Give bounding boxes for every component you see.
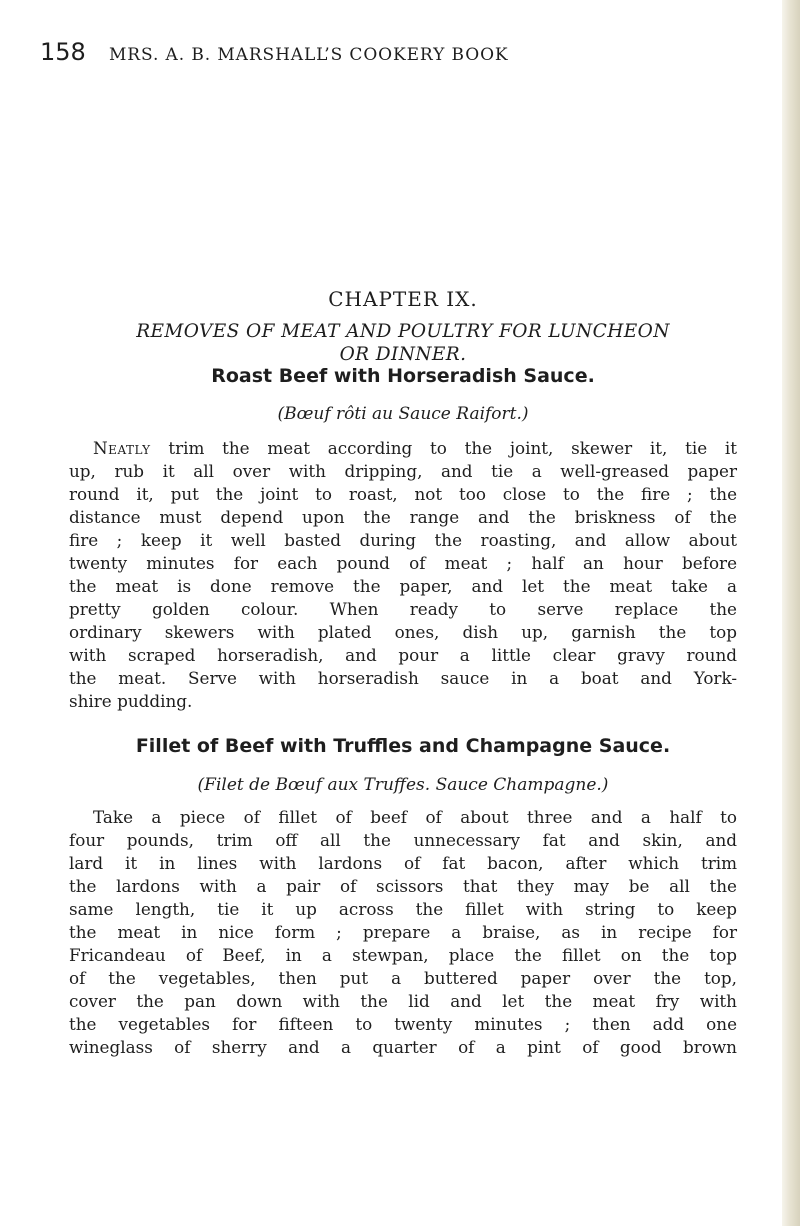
body-line: four pounds, trim off all the unnecessary fat and skin, and bbox=[69, 830, 737, 850]
body-line: of the vegetables, then put a buttered paper over the top, bbox=[69, 968, 737, 988]
chapter-subtitle-line-1: REMOVES OF MEAT AND POULTRY FOR LUNCHEON bbox=[136, 321, 670, 342]
recipe-title-fillet-of-beef: Fillet of Beef with Truffles and Champagne Sauce. bbox=[135, 735, 671, 757]
body-line: distance must depend upon the range and the briskness of the bbox=[69, 507, 737, 527]
chapter-title: CHAPTER IX. bbox=[328, 287, 478, 311]
recipe-body-fillet-of-beef bbox=[69, 806, 737, 1059]
body-line: round it, put the joint to roast, not too close to the fire ; the bbox=[69, 484, 737, 504]
recipe-title-roast-beef: Roast Beef with Horseradish Sauce. bbox=[211, 365, 595, 387]
body-line: Fricandeau of Beef, in a stewpan, place the fillet on the top bbox=[69, 945, 737, 965]
body-line: twenty minutes for each pound of meat ; half an hour before bbox=[69, 553, 737, 573]
body-line: with scraped horseradish, and pour a little clear gravy round bbox=[69, 645, 737, 665]
body-line: same length, tie it up across the fillet with string to keep bbox=[69, 899, 737, 919]
body-line: the lardons with a pair of scissors that they may be all the bbox=[69, 876, 737, 896]
body-line: cover the pan down with the lid and let the meat fry with bbox=[69, 991, 737, 1011]
lead-word: Neatly bbox=[93, 438, 151, 458]
body-line: pretty golden colour. When ready to serve replace the bbox=[69, 599, 737, 619]
page-header bbox=[40, 38, 730, 68]
chapter-subtitle-line-2: OR DINNER. bbox=[339, 344, 467, 365]
body-line: lard it in lines with lardons of fat bacon, after which trim bbox=[69, 853, 737, 873]
body-line: shire pudding. bbox=[69, 691, 193, 711]
recipe-body-roast-beef bbox=[69, 437, 737, 713]
running-head: MRS. A. B. MARSHALL’S COOKERY BOOK bbox=[109, 45, 509, 65]
body-line: the vegetables for fifteen to twenty minutes ; then add one bbox=[69, 1014, 737, 1034]
recipe-subtitle-roast-beef: (Bœuf rôti au Sauce Raifort.) bbox=[277, 404, 529, 424]
page-edge-shadow bbox=[782, 0, 800, 1226]
body-line: the meat in nice form ; prepare a braise, as in recipe for bbox=[69, 922, 737, 942]
page-number: 158 bbox=[40, 38, 86, 66]
body-line: Neatly trim the meat according to the joint, skewer it, tie it bbox=[93, 438, 737, 458]
body-line: the meat. Serve with horseradish sauce in a boat and York- bbox=[69, 668, 737, 688]
body-line: wineglass of sherry and a quarter of a pint of good brown bbox=[69, 1037, 737, 1057]
recipe-subtitle-fillet-of-beef: (Filet de Bœuf aux Truffes. Sauce Champagne.) bbox=[197, 775, 609, 795]
body-line: ordinary skewers with plated ones, dish up, garnish the top bbox=[69, 622, 737, 642]
body-line: the meat is done remove the paper, and let the meat take a bbox=[69, 576, 737, 596]
body-line: up, rub it all over with dripping, and tie a well-greased paper bbox=[69, 461, 737, 481]
body-line: Take a piece of fillet of beef of about three and a half to bbox=[93, 807, 737, 827]
body-line: fire ; keep it well basted during the roasting, and allow about bbox=[69, 530, 737, 550]
